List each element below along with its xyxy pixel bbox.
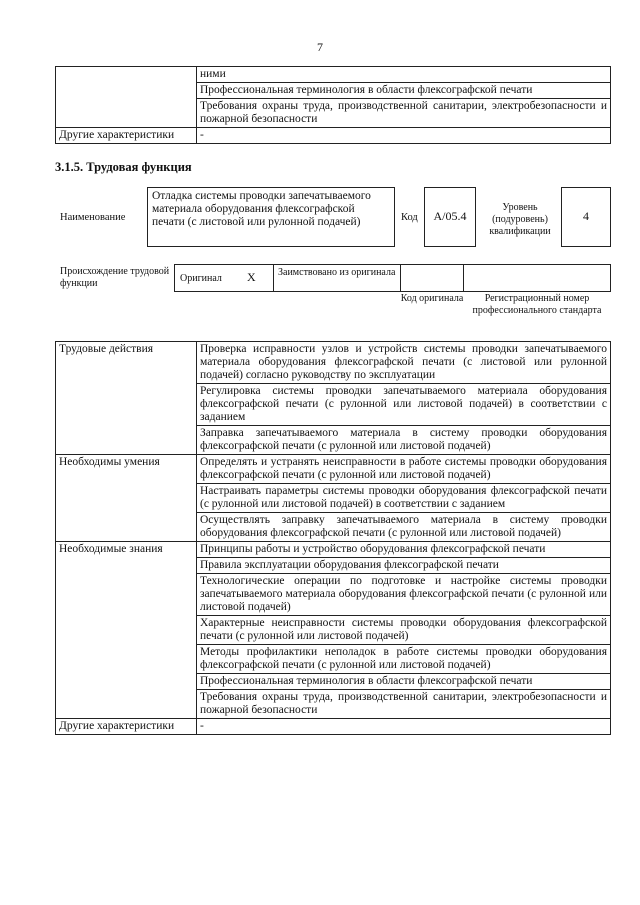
section-label: Необходимые знания	[56, 542, 197, 719]
level-value: 4	[583, 209, 589, 223]
table-label-cell: Другие характеристики	[56, 128, 197, 144]
table-cell: Профессиональная терминология в области флексографской печати	[197, 674, 611, 690]
name-label: Наименование	[60, 212, 126, 223]
table-cell: Регулировка системы проводки запечатываемого материала оборудования флексографской печати (с рулонной или листовой подачей) в соответствии с заданием	[197, 384, 611, 426]
table-cell: Настраивать параметры системы проводки оборудования флексографской печати (с рулонной или листовой подачей) в соответствии с заданием	[197, 484, 611, 513]
table-cell: -	[197, 128, 611, 144]
reg-caption: Регистрационный номер профессионального стандарта	[472, 293, 602, 316]
name-value: Отладка системы проводки запечатываемого материала оборудования флексографской печати (с листовой или рулонной подачей)	[152, 190, 371, 228]
section-title: 3.1.5. Трудовая функция	[55, 160, 192, 174]
page-number: 7	[317, 40, 323, 54]
code-label: Код	[401, 212, 418, 223]
table-cell: -	[197, 719, 611, 735]
table-label-cell	[56, 67, 197, 128]
table-cell: Принципы работы и устройство оборудования флексографской печати	[197, 542, 611, 558]
table-cell: Методы профилактики неполадок в работе системы проводки оборудования флексографской печати (с рулонной или листовой подачей)	[197, 645, 611, 674]
code-value-box	[424, 187, 476, 247]
level-value-box	[561, 187, 611, 247]
table-cell: Профессиональная терминология в области флексографской печати	[197, 83, 611, 99]
original-code-box	[400, 264, 464, 292]
table-cell: Характерные неисправности системы проводки оборудования флексографской печати (с рулонной или листовой подачей)	[197, 616, 611, 645]
table-cell: Осуществлять заправку запечатываемого материала в систему проводки оборудования флексографской печати (с рулонной или листовой подачей)	[197, 513, 611, 542]
level-label: Уровень (подуровень) квалификации	[489, 202, 551, 237]
code-value: А/05.4	[433, 209, 467, 223]
top-characteristics-table	[55, 66, 611, 144]
table-cell: Технологические операции по подготовке и настройке системы проводки запечатываемого материала оборудования флексографской печати (с рулонной или листовой подачей)	[197, 574, 611, 616]
borrowed-box	[273, 264, 401, 292]
original-box	[174, 264, 274, 292]
table-cell: Правила эксплуатации оборудования флексографской печати	[197, 558, 611, 574]
name-value-box	[147, 187, 395, 247]
table-cell: Заправка запечатываемого материала в систему проводки оборудования флексографской печати (с рулонной или листовой подачей)	[197, 426, 611, 455]
original-label: Оригинал	[180, 273, 222, 284]
table-cell: Определять и устранять неисправности в работе системы проводки оборудования флексографской печати (с рулонной или листовой подачей)	[197, 455, 611, 484]
section-label: Другие характеристики	[56, 719, 197, 735]
section-label: Трудовые действия	[56, 342, 197, 455]
table-cell: Требования охраны труда, производственной санитарии, электробезопасности и пожарной безопасности	[197, 690, 611, 719]
table-cell: ними	[197, 67, 611, 83]
original-mark: X	[247, 270, 256, 284]
labor-function-table	[55, 341, 611, 735]
section-label: Необходимы умения	[56, 455, 197, 542]
code-caption: Код оригинала	[400, 293, 464, 304]
borrowed-label: Заимствовано из оригинала	[278, 267, 396, 278]
table-cell: Проверка исправности узлов и устройств системы проводки запечатываемого материала оборудования флексографской печати (с листовой или рулонной подачей) согласно руководству по эксплуатации	[197, 342, 611, 384]
origin-label: Происхождение трудовой функции	[60, 266, 170, 289]
table-cell: Требования охраны труда, производственной санитарии, электробезопасности и пожарной безопасности	[197, 99, 611, 128]
reg-number-box	[463, 264, 611, 292]
